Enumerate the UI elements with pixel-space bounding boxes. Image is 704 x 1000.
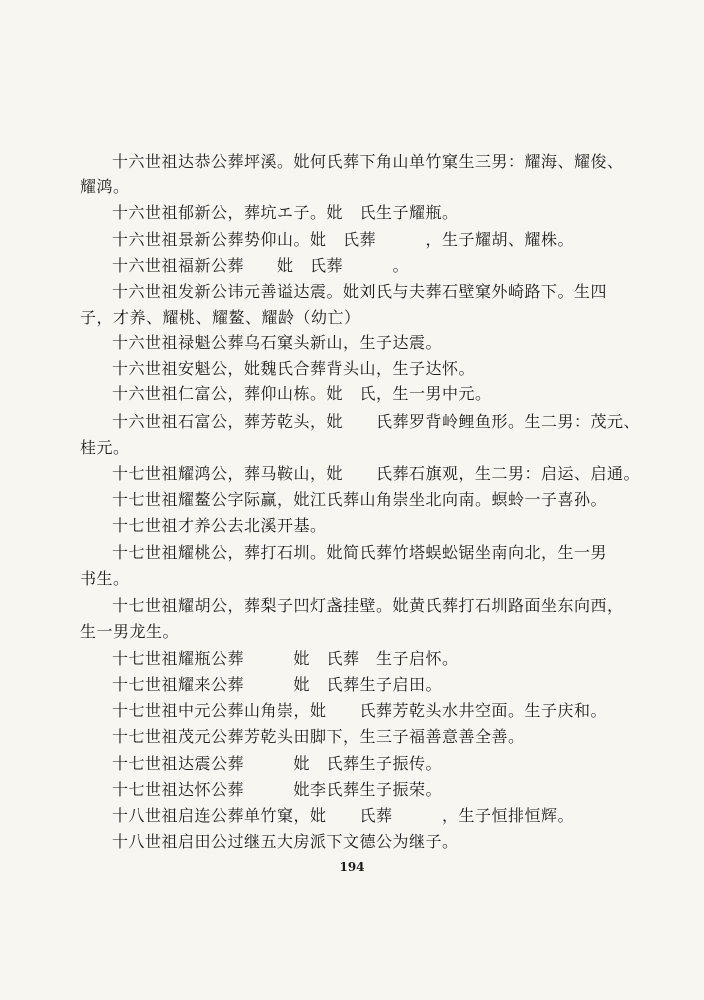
text-line: 十七世祖茂元公葬芳乾头田脚下，生三子福善意善全善。 [112,727,525,746]
text-line: 子，才养、耀桃、耀鳌、耀龄（幼亡） [80,308,361,327]
text-line: 十八世祖启连公葬单竹窠，妣 氏葬 ，生子恒排恒辉。 [112,806,575,825]
text-line: 十七世祖耀瓶公葬 妣 氏葬 生子启怀。 [112,649,459,668]
text-line: 十七世祖耀鸿公，葬马鞍山，妣 氏葬石旗观，生二男：启运、启通。 [112,464,641,483]
text-line: 十八世祖启田公过继五大房派下文德公为继子。 [112,832,459,851]
text-line: 十六世祖景新公葬势仰山。妣 氏葬 ，生子耀胡、耀株。 [112,230,575,249]
text-line: 十七世祖中元公葬山角崇，妣 氏葬芳乾头水井空面。生子庆和。 [112,701,608,720]
text-line: 十七世祖耀桃公，葬打石圳。妣简氏葬竹塔蜈蚣锯坐南向北，生一男 [112,543,608,562]
text-line: 十六世祖发新公讳元善谥达震。妣刘氏与夫葬石壁窠外崎路下。生四 [112,282,608,301]
text-line: 书生。 [80,569,130,588]
text-line: 十七世祖达怀公葬 妣李氏葬生子振荣。 [112,780,443,799]
text-line: 耀鸿。 [80,177,130,196]
page-number: 194 [339,860,365,874]
text-line: 十七世祖才养公去北溪开基。 [112,516,327,535]
text-line: 十七世祖耀来公葬 妣 氏葬生子启田。 [112,675,443,694]
text-line: 十六世祖安魁公，妣魏氏合葬背头山，生子达怀。 [112,359,476,378]
text-line: 十七世祖耀胡公，葬梨子凹灯盏挂壁。妣黄氏葬打石圳路面坐东向西， [112,596,624,615]
text-line: 十六世祖郁新公，葬坑エ子。妣 氏生子耀瓶。 [112,203,459,222]
text-line: 十七世祖达震公葬 妣 氏葬生子振传。 [112,754,443,773]
text-line: 十六世祖禄魁公葬乌石窠头新山，生子达震。 [112,333,443,352]
text-line: 十六世祖达恭公葬坪溪。妣何氏葬下角山单竹窠生三男：耀海、耀俊、 [112,152,624,171]
text-line: 桂元。 [80,438,130,457]
text-line: 生一男龙生。 [80,622,180,641]
text-line: 十六世祖仁富公，葬仰山栋。妣 氏，生一男中元。 [112,384,492,403]
text-line: 十六世祖福新公葬 妣 氏葬 。 [112,256,410,275]
text-line: 十六世祖石富公，葬芳乾头，妣 氏葬罗背岭鲤鱼形。生二男：茂元、 [112,412,641,431]
text-line: 十七世祖耀鳌公字际赢，妣江氏葬山角崇坐北向南。螟蛉一子喜孙。 [112,490,608,509]
